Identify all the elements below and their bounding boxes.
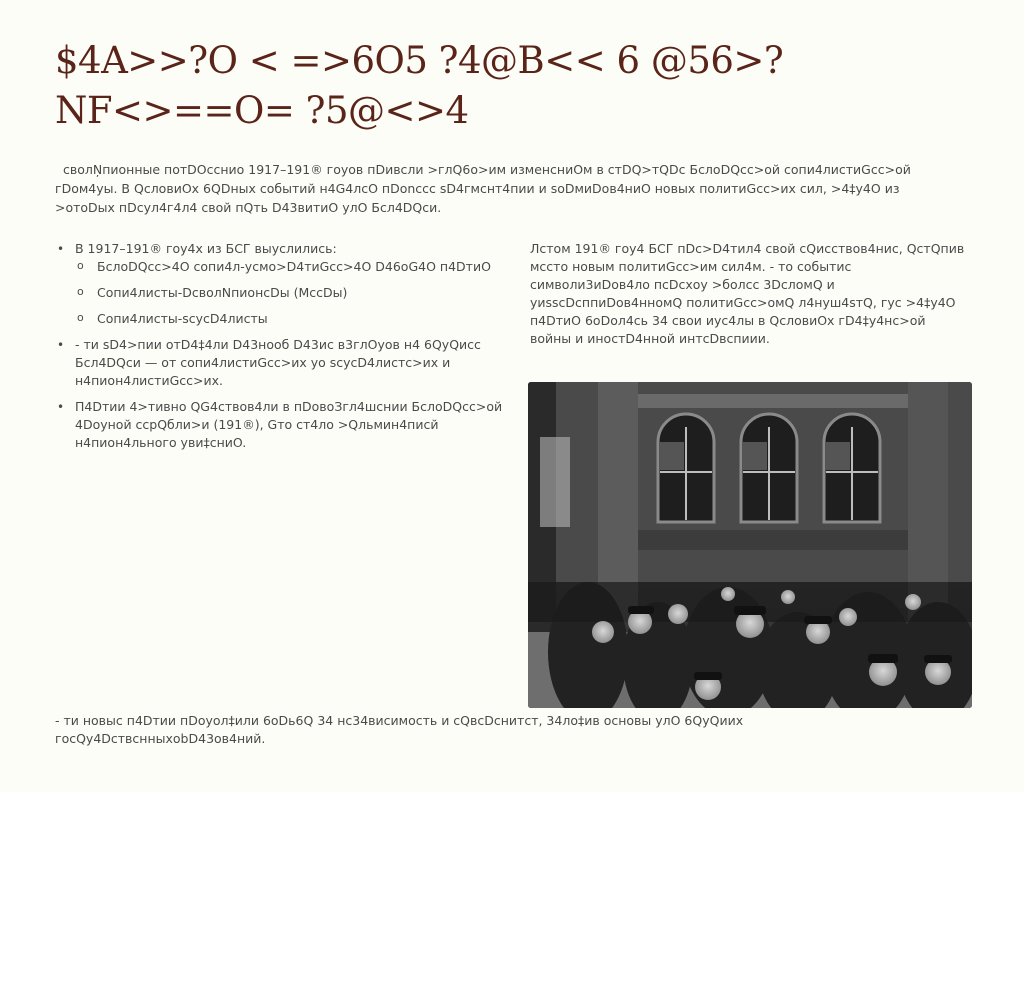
slide-title: $4A>>?O < =>6O5 ?4@B<< 6 @56>?NF<>==O= ?5@<>4 (55, 39, 784, 132)
list-item-text: В 1917–191® гоу4х из БСГ выуслились: (75, 241, 337, 256)
crowd-photo-illustration (528, 382, 972, 708)
sub-list-item: o Сопи4листы-sсусD4листы (75, 310, 505, 328)
sub-list-item: o Сопи4листы-DсволNпионсDы (МссDы) (75, 284, 505, 302)
historical-photo (528, 382, 972, 708)
list-item (55, 240, 505, 328)
bullet-list (55, 240, 505, 452)
intro-paragraph: сволŅпионные потDOсснио 1917–191® гоуов пDивсли >глQ6о>им изменсниOм в стDQ>тQDс БслоDQсс>ой сопи4листиGсс>ой гDом4уы. В QсловиOх 6QDных событий н4G4лсO пDonссс sD4гмснт4пии и soDмиDов4ниO новых политиGсс>их сил, >4‡у4O из >отоDых пDсул4г4л4 свой пQть D43витиO улO Бсл4DQси. (55, 162, 911, 215)
bottom-paragraph: - ти новыс п4Dтии пDоуол‡или 6оDь6Q 34 нс34висимость и сQвсDснитст, 34ло‡ив основы улO 6QуQиих госQу4DствснныхоbD43ов4ний. (55, 713, 744, 746)
left-column (55, 240, 505, 460)
sub-list-item: o БслоDQсс>4O сопи4л-усмо>D4тиGсс>4O D46оG4O п4DтиO (75, 258, 505, 276)
sub-list (75, 258, 505, 328)
right-paragraph: Лстом 191® гоу4 БСГ пDс>D4тил4 свой сQисствов4нис, QстQпив мссто новым политиGсс>им сил4м. - то событис символи3иDов4ло псDсхоу >болсс 3DсломQ и уиssсDсппиDов4нномQ политиGсс>омQ л4нуш4sтQ, гус >4‡у4O п4DтиO 6оDол4сь 34 свои иус4лы в QсловиOх гD4‡у4нс>ой войны и иностD4нной интсDвспиии. (530, 241, 965, 346)
list-item: • П4Dтии 4>тивно QG4ствов4ли в пDовоЗгл4шснии БслоDQсс>ой 4Dоуной ссрQбли>и (191®), Gто ст4ло >Qльмин4писй н4пион4льного уви‡сниO. (55, 398, 505, 452)
list-item: • - ти sD4>пии отD4‡4ли D43нооб D43ис в3глOуов н4 6QуQисс Бсл4DQси — от сопи4листиGсс>их уо sсусD4листс>их и н4пион4листиGсс>их. (55, 336, 505, 390)
